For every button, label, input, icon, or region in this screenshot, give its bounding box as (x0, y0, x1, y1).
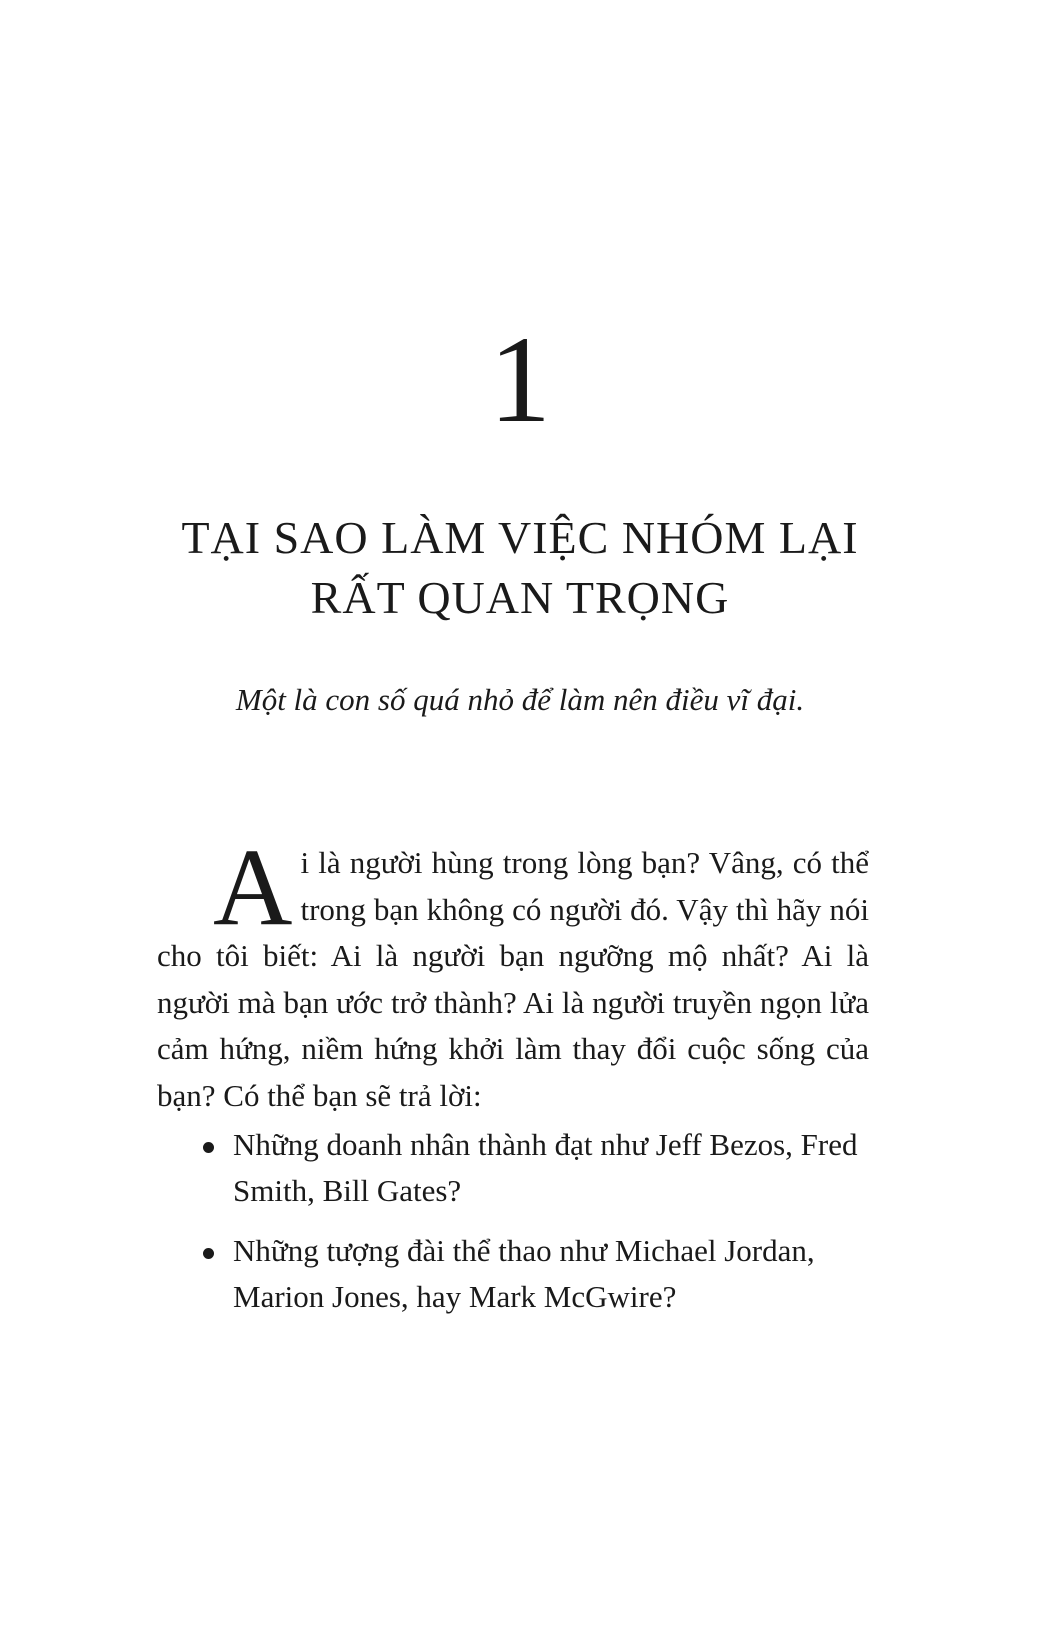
chapter-title (120, 508, 920, 628)
chapter-title-line-2: RẤT QUAN TRỌNG (310, 572, 730, 623)
list-item (203, 1122, 883, 1214)
body-paragraph (157, 826, 869, 1119)
body-paragraph-text: i là người hùng trong lòng bạn? Vâng, có thể trong bạn không có người đó. Vậy thì hãy nói cho tôi biết: Ai là người bạn ngưỡng mộ nhất? Ai là người mà bạn ước trở thành? Ai là người truyền ngọn lửa cảm hứng, niềm hứng khởi làm thay đổi cuộc sống của bạn? Có thể bạn sẽ trả lời: (157, 845, 869, 1113)
epigraph: Một là con số quá nhỏ để làm nên điều vĩ đại. (235, 682, 805, 717)
bullet-dot-icon (203, 1142, 214, 1153)
list-item-text: Những tượng đài thể thao như Michael Jordan, Marion Jones, hay Mark McGwire? (233, 1233, 815, 1314)
chapter-title-line-1: TẠI SAO LÀM VIỆC NHÓM LẠI (181, 512, 859, 563)
list-item-text: Những doanh nhân thành đạt như Jeff Bezos, Fred Smith, Bill Gates? (233, 1127, 858, 1208)
drop-cap: A (213, 826, 293, 948)
bullet-list (203, 1122, 883, 1334)
chapter-number: 1 (489, 311, 551, 448)
bullet-dot-icon (203, 1248, 214, 1259)
list-item (203, 1228, 883, 1320)
